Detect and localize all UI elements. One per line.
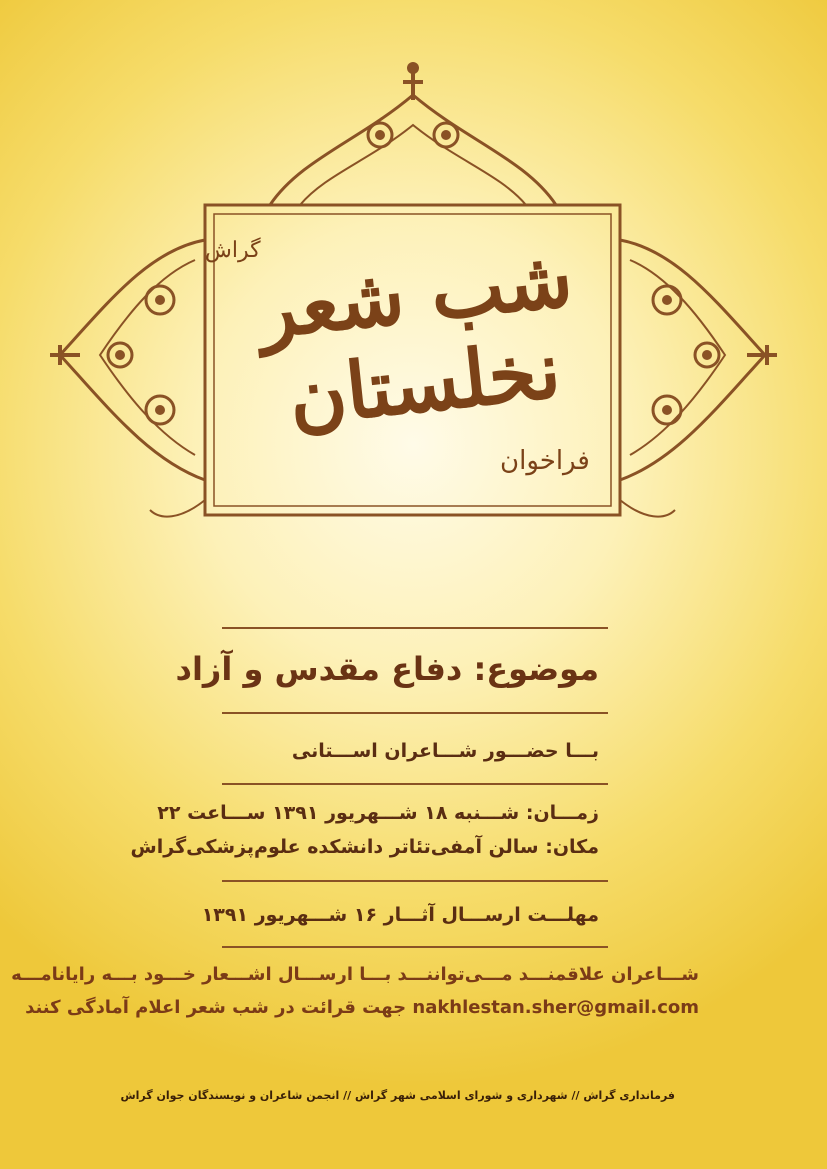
divider [222,783,608,785]
divider [222,627,608,629]
divider [222,880,608,882]
divider [222,712,608,714]
subject-text: موضوع: دفاع مقدس و آزاد [175,650,599,688]
deadline-text: مهلـــت ارســـال آثـــار ۱۶ شـــهریور ۱۳۹۱ [201,904,599,926]
call-label: فراخوان [500,446,590,476]
divider [222,946,608,948]
call-to-action-line2: nakhlestan.sher@gmail.com جهت قرائت در شب شعر اعلام آمادگی کنند [25,997,699,1018]
call-to-action-line1: شـــاعران علاقمنـــد مـــی‌تواننـــد بـــا ارســـال اشـــعار خـــود بـــه رایانامـــه [11,964,699,985]
sponsors-footer: فرمانداری گراش // شهرداری و شورای اسلامی شهر گراش // انجمن شاعران و نویسندگان جوان گراش [120,1089,675,1102]
presence-text: بـــا حضـــور شـــاعران اســـتانی [291,740,599,762]
event-title: شب شعر نخلستان [253,233,577,444]
time-text: زمـــان: شـــنبه ۱۸ شـــهریور ۱۳۹۱ ســـاعت ۲۲ [157,802,599,824]
city-label: گراش [205,238,261,263]
place-text: مکان: سالن آمفی‌تئاتر دانشکده علوم‌پزشکی‌گراش [130,836,599,858]
